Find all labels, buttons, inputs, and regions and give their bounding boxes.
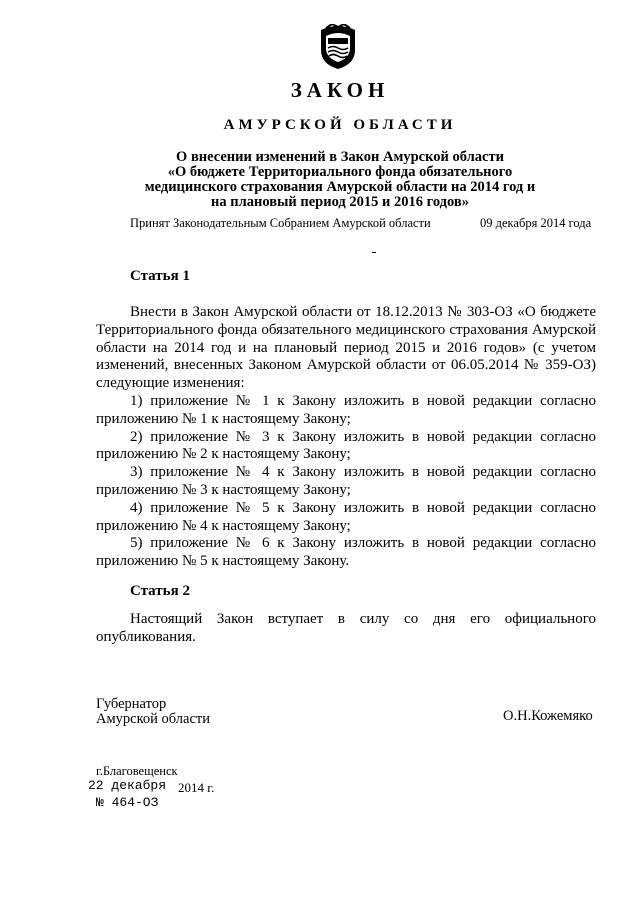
signatory-title	[96, 697, 210, 727]
body-line: приложению № 3 к настоящему Закону;	[96, 481, 351, 498]
article-1-body	[96, 304, 596, 571]
amur-oblast-emblem	[318, 24, 358, 70]
body-line: Настоящий Закон вступает в силу со дня его официального	[130, 611, 596, 627]
signing-date: 22 декабря	[88, 778, 167, 793]
body-line: Территориального фонда обязательного медицинского страхования Амурской	[96, 321, 596, 338]
law-subject	[110, 150, 570, 210]
body-line: 1) приложение № 1 к Закону изложить в новой редакции согласно	[130, 392, 596, 409]
article-2-heading: Статья 2	[130, 583, 190, 599]
body-line: 4) приложение № 5 к Закону изложить в новой редакции согласно	[130, 499, 596, 516]
region-title: АМУРСКОЙ ОБЛАСТИ	[223, 117, 457, 133]
body-line: Внести в Закон Амурской области от 18.12.2013 № 303-ОЗ «О бюджете	[130, 304, 596, 320]
signatory-title-line: Амурской области	[96, 711, 210, 727]
article-1-heading: Статья 1	[130, 268, 190, 284]
body-line: приложению № 5 к настоящему Закону.	[96, 553, 350, 570]
body-line: 3) приложение № 4 к Закону изложить в новой редакции согласно	[130, 464, 596, 481]
signatory-title-line: Губернатор	[96, 696, 167, 712]
body-line: изменений, внесенных Законом Амурской области от 06.05.2014 № 359-ОЗ)	[96, 357, 596, 374]
article-2-body	[96, 611, 596, 647]
body-line: приложению № 4 к настоящему Закону;	[96, 517, 351, 534]
subject-line: медицинского страхования Амурской области на 2014 год и	[144, 179, 536, 195]
place-of-signing: г.Благовещенск	[96, 764, 178, 778]
body-line: опубликования.	[96, 628, 196, 645]
body-line: приложению № 2 к настоящему Закону;	[96, 446, 351, 463]
body-line: 5) приложение № 6 к Закону изложить в новой редакции согласно	[130, 535, 596, 552]
signatory-name: О.Н.Кожемяко	[503, 708, 593, 724]
body-line: 2) приложение № 3 к Закону изложить в новой редакции согласно	[130, 428, 596, 445]
adopted-by: Принят Законодательным Собранием Амурской области	[130, 216, 431, 230]
document-type-title: ЗАКОН	[290, 78, 390, 102]
subject-line: О внесении изменений в Закон Амурской области	[176, 149, 504, 165]
adopted-date: 09 декабря 2014 года	[480, 216, 592, 230]
body-line: приложению № 1 к настоящему Закону;	[96, 410, 351, 427]
separator-mark	[372, 252, 376, 253]
signing-year: 2014 г.	[178, 780, 215, 795]
subject-line: на плановый период 2015 и 2016 годов»	[211, 194, 469, 210]
law-number: № 464-ОЗ	[96, 795, 159, 810]
body-line: области на 2014 год и на плановый период 2015 и 2016 годов» (с учетом	[96, 339, 596, 356]
subject-line: «О бюджете Территориального фонда обязательного	[167, 164, 513, 180]
body-line: следующие изменения:	[96, 375, 245, 392]
